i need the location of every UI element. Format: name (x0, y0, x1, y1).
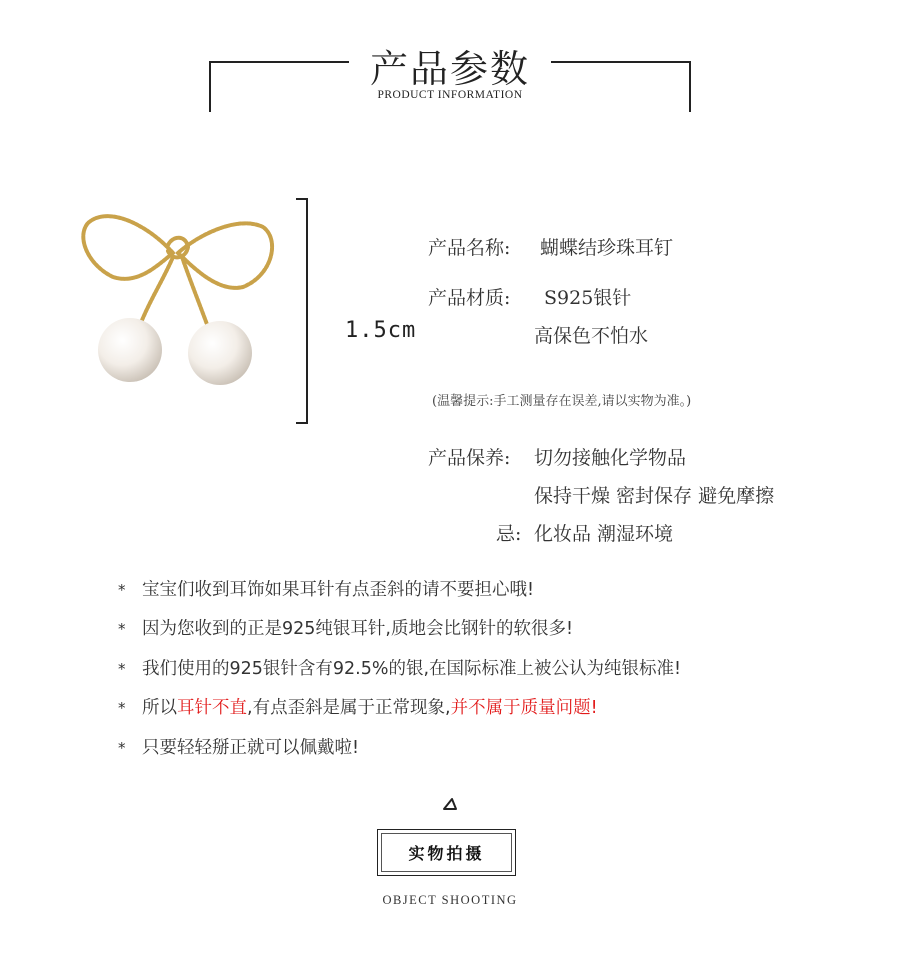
size-label: 1.5cm (345, 318, 417, 343)
object-shooting-label: 实物拍摄 (381, 833, 512, 872)
page-title: 产品参数 (369, 47, 530, 91)
avoid-value: 化妆品 潮湿环境 (534, 523, 674, 545)
left-pearl-icon (98, 318, 162, 382)
page-subtitle: PRODUCT INFORMATION (377, 89, 523, 101)
note-text: 我们使用的925银针含有92.5%的银,在国际标准上被公认为纯银标准! (142, 659, 682, 679)
right-pearl-icon (188, 321, 252, 385)
bullet-star: * (118, 620, 126, 638)
bullet-star: * (118, 581, 126, 599)
note-text-b: ,有点歪斜是属于正常现象, (247, 698, 451, 718)
note-highlight-1: 耳针不直 (177, 698, 247, 718)
name-label: 产品名称: (428, 237, 511, 259)
care-label: 产品保养: (428, 447, 511, 469)
note-line-3 (118, 655, 681, 680)
note-line-4 (118, 694, 598, 719)
note-line-2 (118, 615, 573, 640)
avoid-label: 忌: (496, 523, 522, 545)
note-text-a: 所以 (142, 698, 177, 718)
note-line-1 (118, 576, 534, 601)
care-line-1: 切勿接触化学物品 (534, 447, 687, 469)
bow-pearl-earring-image (78, 205, 283, 405)
object-shooting-badge (377, 829, 516, 876)
bullet-star: * (118, 699, 126, 717)
material-note: 高保色不怕水 (534, 325, 649, 347)
material-label: 产品材质: (428, 287, 511, 309)
note-line-5 (118, 734, 359, 759)
object-shooting-subtitle: OBJECT SHOOTING (382, 893, 518, 907)
care-line-2: 保持干燥 密封保存 避免摩擦 (534, 485, 775, 507)
size-bracket (296, 198, 308, 424)
note-text: 因为您收到的正是925纯银耳针,质地会比钢针的软很多! (142, 619, 573, 639)
measure-note: (温馨提示:手工测量存在误差,请以实物为准。) (432, 394, 692, 409)
note-highlight-2: 并不属于质量问题! (450, 698, 598, 718)
bullet-star: * (118, 739, 126, 757)
bullet-star: * (118, 660, 126, 678)
name-value: 蝴蝶结珍珠耳钉 (540, 237, 674, 259)
material-value: S925银针 (544, 287, 632, 309)
triangle-icon (441, 796, 459, 812)
note-text: 宝宝们收到耳饰如果耳针有点歪斜的请不要担心哦! (142, 580, 535, 600)
note-text: 只要轻轻掰正就可以佩戴啦! (142, 738, 360, 758)
